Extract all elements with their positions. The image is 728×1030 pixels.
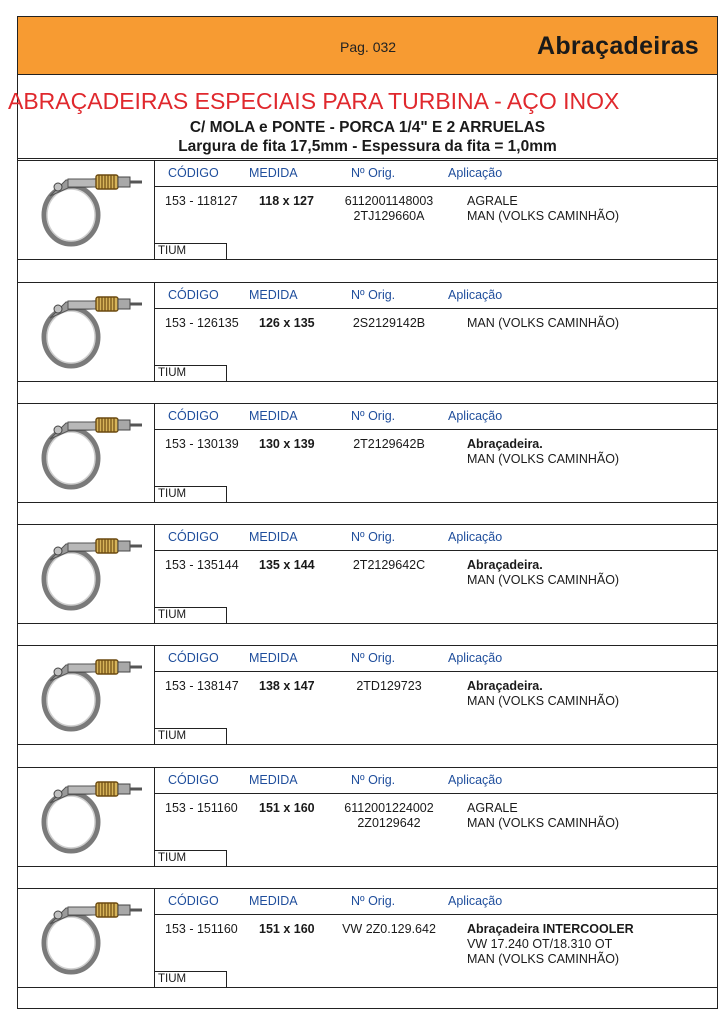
hose-clamp-icon (38, 288, 148, 370)
product-code: 153 - 130139 (165, 437, 239, 451)
brand-tag: TIUM (155, 728, 227, 744)
column-header-row (155, 283, 717, 309)
application-line: MAN (VOLKS CAMINHÃO) (467, 952, 620, 966)
hose-clamp-icon (38, 773, 148, 855)
header-codigo: CÓDIGO (168, 409, 219, 423)
original-number (333, 922, 445, 937)
product-size: 130 x 139 (259, 437, 315, 451)
header-aplicacao: Aplicação (448, 530, 503, 544)
original-number-line: 2S2129142B (352, 316, 426, 330)
hose-clamp-icon (38, 894, 148, 976)
original-number-line: 6112001224002 (344, 801, 434, 815)
column-header-row (155, 889, 717, 915)
application-line: MAN (VOLKS CAMINHÃO) (467, 694, 620, 708)
header-aplicacao: Aplicação (448, 894, 503, 908)
product-size: 138 x 147 (259, 679, 315, 693)
header-medida: MEDIDA (249, 530, 298, 544)
column-header-row (155, 161, 717, 187)
application-line: Abraçadeira. (467, 679, 543, 693)
original-number-line: 2T2129642C (352, 558, 426, 572)
header-orig: Nº Orig. (351, 651, 396, 665)
header-medida: MEDIDA (249, 894, 298, 908)
hose-clamp-icon (38, 409, 148, 491)
catalog-page (8, 16, 718, 1009)
product-entry (18, 645, 717, 745)
header-medida: MEDIDA (249, 651, 298, 665)
product-application (467, 316, 619, 331)
main-title: ABRAÇADEIRAS ESPECIAIS PARA TURBINA - AÇO INOX (8, 88, 620, 114)
product-code: 153 - 151160 (165, 922, 238, 936)
product-image-cell (18, 525, 155, 623)
application-line: MAN (VOLKS CAMINHÃO) (467, 816, 620, 830)
original-number (333, 801, 445, 831)
application-line: VW 17.240 OT/18.310 OT (467, 937, 613, 951)
product-entry (18, 767, 717, 867)
product-size: 118 x 127 (259, 194, 314, 208)
application-line: AGRALE (467, 801, 518, 815)
product-image-cell (18, 161, 155, 259)
header-orig: Nº Orig. (351, 288, 396, 302)
product-entry (18, 403, 717, 503)
header-codigo: CÓDIGO (168, 166, 219, 180)
original-number-line: 2Z0129642 (357, 816, 421, 830)
subtitle-line-2: Largura de fita 17,5mm - Espessura da fita = 1,0mm (178, 138, 557, 155)
original-number-line: 2T2129642B (353, 437, 425, 451)
column-header-row (155, 404, 717, 430)
hose-clamp-icon (38, 166, 148, 248)
product-code: 153 - 118127 (165, 194, 238, 208)
section-title: Abraçadeiras (536, 32, 699, 60)
product-code: 153 - 138147 (165, 679, 239, 693)
application-line: Abraçadeira. (467, 558, 543, 572)
subtitle-line-1: C/ MOLA e PONTE - PORCA 1/4" E 2 ARRUELAS (189, 119, 546, 136)
header-aplicacao: Aplicação (448, 288, 503, 302)
application-line: MAN (VOLKS CAMINHÃO) (467, 573, 620, 587)
hose-clamp-icon (38, 530, 148, 612)
product-image-cell (18, 646, 155, 744)
product-image-cell (18, 768, 155, 866)
product-application (467, 801, 619, 831)
header-aplicacao: Aplicação (448, 773, 503, 787)
header-orig: Nº Orig. (351, 773, 396, 787)
application-line: Abraçadeira. (467, 437, 543, 451)
page-header (18, 17, 717, 75)
product-application (467, 922, 634, 967)
page-number: Pag. 032 (340, 39, 397, 55)
product-size: 126 x 135 (259, 316, 315, 330)
product-entry (18, 888, 717, 988)
column-header-row (155, 768, 717, 794)
header-orig: Nº Orig. (351, 530, 396, 544)
product-image-cell (18, 283, 155, 381)
column-header-row (155, 646, 717, 672)
header-orig: Nº Orig. (351, 166, 396, 180)
product-application (467, 558, 619, 588)
product-size: 135 x 144 (259, 558, 315, 572)
product-application (467, 437, 619, 467)
brand-tag: TIUM (155, 243, 227, 259)
header-aplicacao: Aplicação (448, 166, 503, 180)
product-size: 151 x 160 (259, 801, 315, 815)
original-number (333, 558, 445, 573)
brand-tag: TIUM (155, 850, 227, 866)
product-image-cell (18, 889, 155, 987)
original-number-line: 2TJ129660A (353, 209, 425, 223)
product-application (467, 679, 619, 709)
product-image-cell (18, 404, 155, 502)
original-number-line: 6112001148003 (344, 194, 434, 208)
application-line: MAN (VOLKS CAMINHÃO) (467, 316, 620, 330)
header-orig: Nº Orig. (351, 894, 396, 908)
header-aplicacao: Aplicação (448, 651, 503, 665)
product-application (467, 194, 619, 224)
product-entry (18, 160, 717, 260)
header-medida: MEDIDA (249, 773, 298, 787)
header-medida: MEDIDA (249, 409, 298, 423)
original-number-line: VW 2Z0.129.642 (342, 922, 436, 936)
title-area (8, 75, 717, 159)
product-code: 153 - 126135 (165, 316, 239, 330)
application-line: AGRALE (467, 194, 518, 208)
header-medida: MEDIDA (249, 166, 298, 180)
header-orig: Nº Orig. (351, 409, 396, 423)
product-entry (18, 282, 717, 382)
brand-tag: TIUM (155, 607, 227, 623)
application-line: Abraçadeira INTERCOOLER (467, 922, 634, 936)
application-line: MAN (VOLKS CAMINHÃO) (467, 452, 620, 466)
original-number (333, 316, 445, 331)
header-codigo: CÓDIGO (168, 773, 219, 787)
header-aplicacao: Aplicação (448, 409, 503, 423)
original-number (333, 194, 445, 224)
header-medida: MEDIDA (249, 288, 298, 302)
original-number-line: 2TD129723 (356, 679, 422, 693)
brand-tag: TIUM (155, 971, 227, 987)
header-codigo: CÓDIGO (168, 894, 219, 908)
header-codigo: CÓDIGO (168, 530, 219, 544)
header-codigo: CÓDIGO (168, 288, 219, 302)
original-number (333, 679, 445, 694)
header-codigo: CÓDIGO (168, 651, 219, 665)
column-header-row (155, 525, 717, 551)
product-code: 153 - 135144 (165, 558, 239, 572)
product-size: 151 x 160 (259, 922, 315, 936)
product-entry (18, 524, 717, 624)
hose-clamp-icon (38, 651, 148, 733)
original-number (333, 437, 445, 452)
product-code: 153 - 151160 (165, 801, 238, 815)
brand-tag: TIUM (155, 486, 227, 502)
application-line: MAN (VOLKS CAMINHÃO) (467, 209, 620, 223)
brand-tag: TIUM (155, 365, 227, 381)
